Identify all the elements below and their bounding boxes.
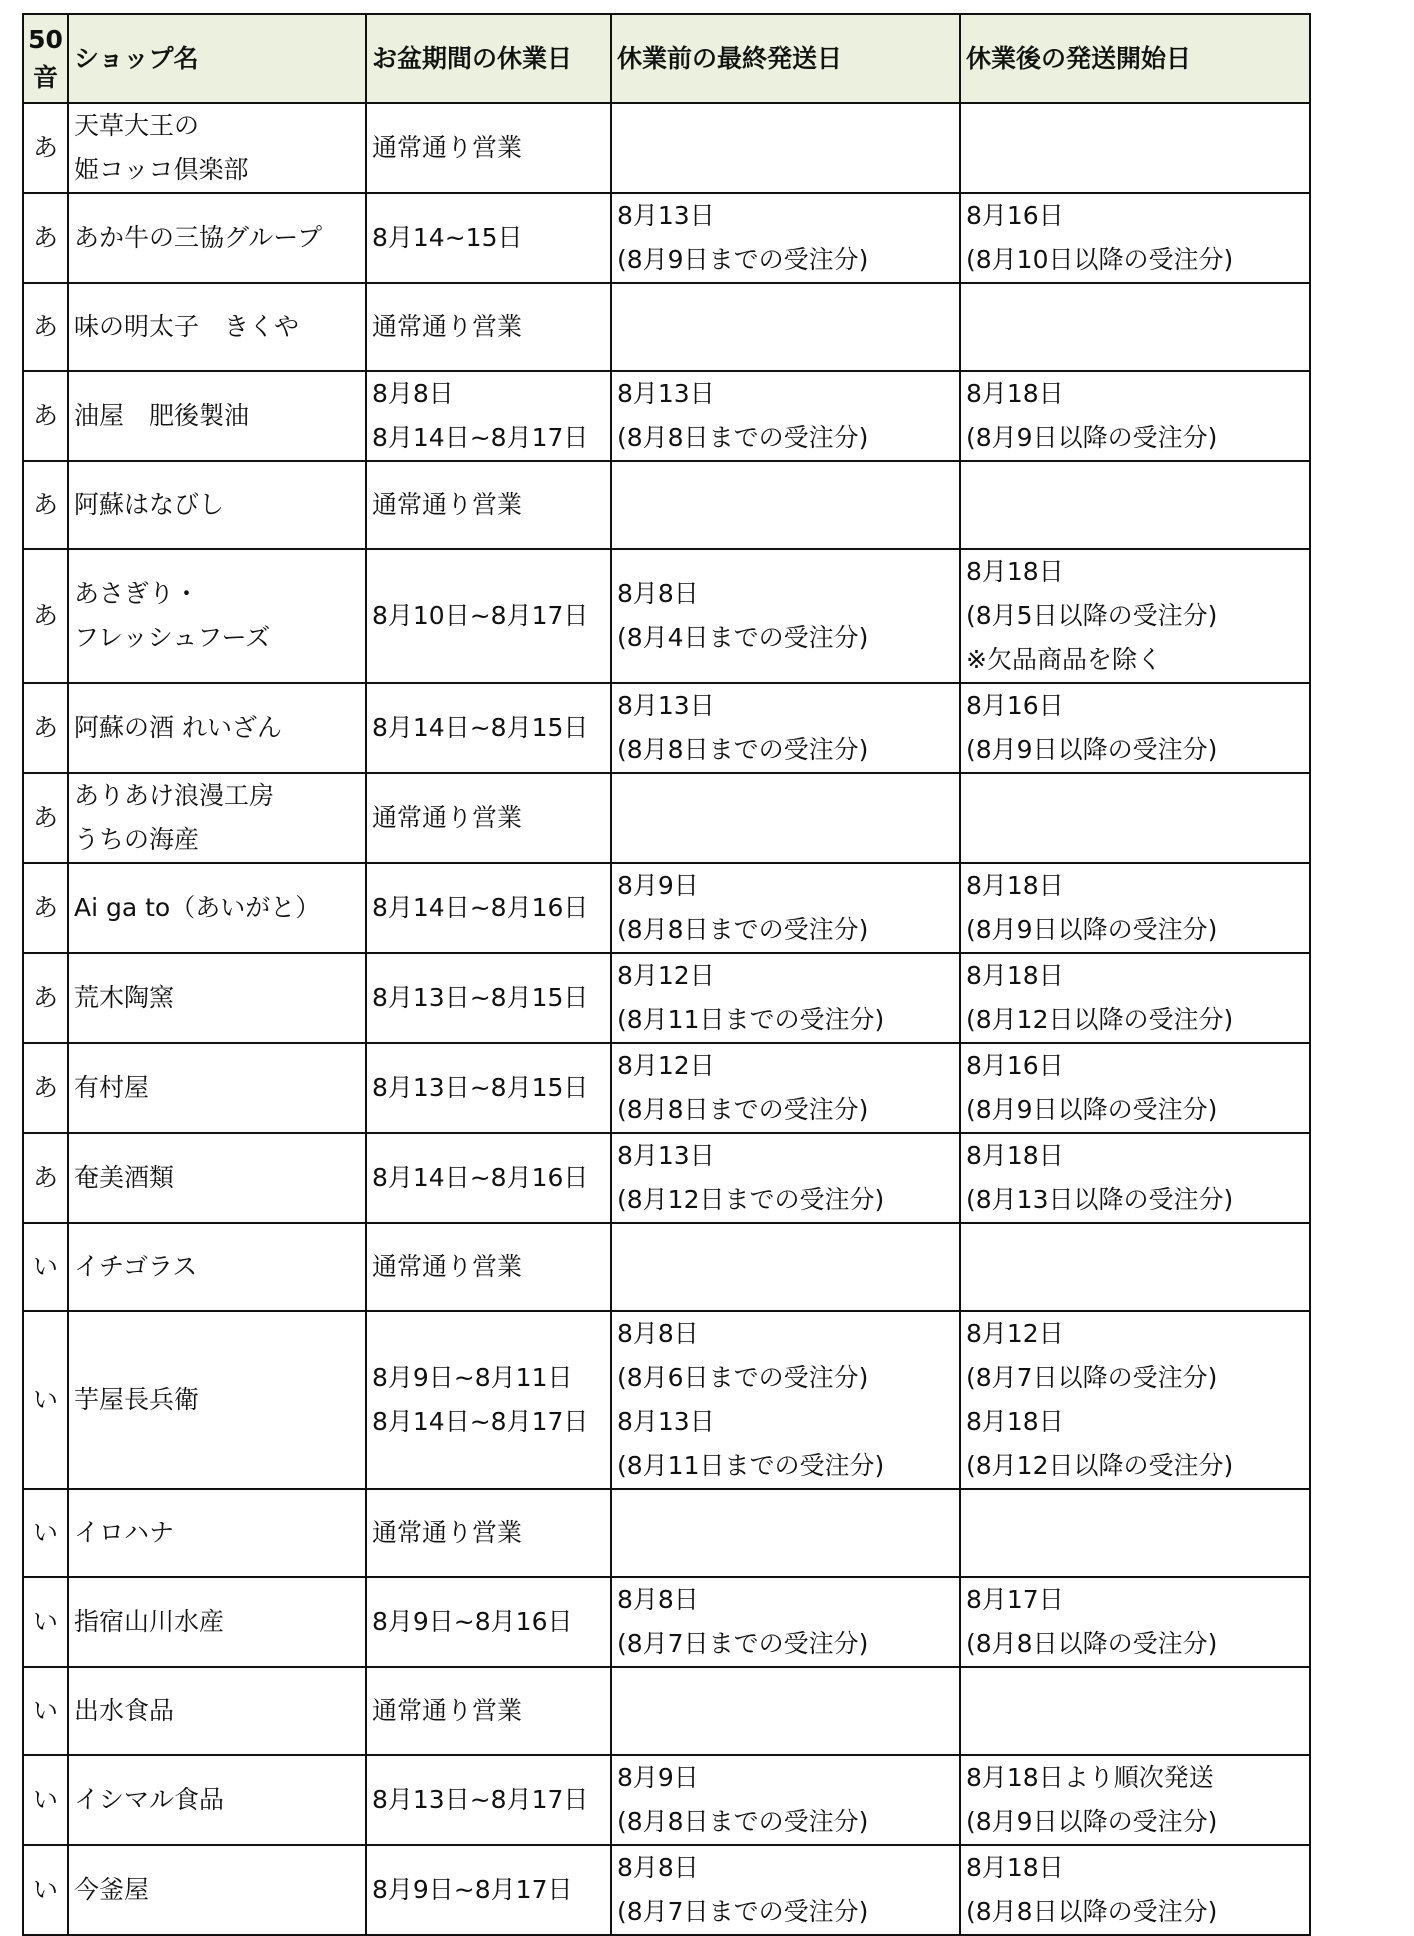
resume-cell xyxy=(960,103,1310,193)
last-ship-line: 8月8日 xyxy=(617,1319,699,1348)
table-row xyxy=(23,773,1310,863)
table-row xyxy=(23,1845,1310,1935)
shop-name-line: 今釜屋 xyxy=(74,1875,150,1904)
shop-name-line: 姫コッコ倶楽部 xyxy=(74,155,249,184)
header-kana-line: 音 xyxy=(32,62,58,92)
shop-name-line: 荒木陶窯 xyxy=(74,983,175,1012)
shop-name-cell xyxy=(68,1577,366,1667)
last-ship-line: (8月9日までの受注分) xyxy=(617,245,869,274)
table-row xyxy=(23,1133,1310,1223)
table-row xyxy=(23,863,1310,953)
kana-cell: あ xyxy=(23,953,68,1043)
resume-cell xyxy=(960,683,1310,773)
last-ship-line: 8月8日 xyxy=(617,1853,699,1882)
resume-line: 8月12日 xyxy=(966,1319,1064,1348)
resume-line: (8月9日以降の受注分) xyxy=(966,915,1218,944)
kana-cell: あ xyxy=(23,549,68,683)
shop-name-line: 油屋 肥後製油 xyxy=(74,401,250,430)
resume-line: (8月13日以降の受注分) xyxy=(966,1185,1234,1214)
last-ship-line: 8月13日 xyxy=(617,201,715,230)
last-ship-cell xyxy=(611,1489,960,1577)
resume-cell xyxy=(960,953,1310,1043)
last-ship-cell xyxy=(611,1755,960,1845)
holiday-line: 通常通り営業 xyxy=(372,312,523,341)
holiday-line: 8月14~15日 xyxy=(372,223,523,252)
shop-name-cell xyxy=(68,283,366,371)
shop-name-line: Ai ga to（あいがと） xyxy=(74,893,321,922)
holiday-line: 通常通り営業 xyxy=(372,1696,523,1725)
holiday-line: 8月9日~8月16日 xyxy=(372,1607,573,1636)
holiday-line: 8月13日~8月15日 xyxy=(372,983,589,1012)
kana-cell: あ xyxy=(23,863,68,953)
last-ship-line: (8月4日までの受注分) xyxy=(617,623,869,652)
resume-cell xyxy=(960,549,1310,683)
holiday-line: 8月14日~8月16日 xyxy=(372,1163,589,1192)
resume-line: 8月18日 xyxy=(966,379,1064,408)
resume-line: 8月18日 xyxy=(966,871,1064,900)
last-ship-line: (8月7日までの受注分) xyxy=(617,1897,869,1926)
last-ship-cell xyxy=(611,193,960,283)
table-row xyxy=(23,371,1310,461)
kana-cell: あ xyxy=(23,773,68,863)
shop-name-cell xyxy=(68,371,366,461)
resume-cell xyxy=(960,1311,1310,1489)
last-ship-line: 8月13日 xyxy=(617,691,715,720)
resume-line: 8月16日 xyxy=(966,691,1064,720)
table-row xyxy=(23,1755,1310,1845)
last-ship-cell xyxy=(611,103,960,193)
holiday-line: 通常通り営業 xyxy=(372,803,523,832)
holiday-schedule-table xyxy=(22,13,1311,1936)
resume-line: 8月17日 xyxy=(966,1585,1064,1614)
holiday-cell xyxy=(366,1755,611,1845)
table-row xyxy=(23,1489,1310,1577)
resume-line: 8月18日 xyxy=(966,961,1064,990)
holiday-cell xyxy=(366,1489,611,1577)
resume-line: (8月8日以降の受注分) xyxy=(966,1629,1218,1658)
resume-line: 8月18日より順次発送 xyxy=(966,1763,1214,1792)
shop-name-line: 出水食品 xyxy=(74,1696,175,1725)
resume-line: (8月5日以降の受注分) xyxy=(966,601,1218,630)
resume-line: (8月8日以降の受注分) xyxy=(966,1897,1218,1926)
shop-name-cell xyxy=(68,863,366,953)
shop-name-cell xyxy=(68,461,366,549)
holiday-line: 通常通り営業 xyxy=(372,133,523,162)
last-ship-line: (8月12日までの受注分) xyxy=(617,1185,885,1214)
kana-cell: い xyxy=(23,1755,68,1845)
resume-line: (8月7日以降の受注分) xyxy=(966,1363,1218,1392)
shop-name-line: イシマル食品 xyxy=(74,1785,225,1814)
last-ship-cell xyxy=(611,1311,960,1489)
last-ship-line: 8月13日 xyxy=(617,1407,715,1436)
last-ship-line: (8月8日までの受注分) xyxy=(617,423,869,452)
resume-cell xyxy=(960,863,1310,953)
resume-cell xyxy=(960,1133,1310,1223)
holiday-line: 8月9日~8月11日 xyxy=(372,1363,573,1392)
last-ship-cell xyxy=(611,683,960,773)
header-holiday: お盆期間の休業日 xyxy=(366,14,611,103)
kana-cell: い xyxy=(23,1489,68,1577)
table-row xyxy=(23,193,1310,283)
shop-name-cell xyxy=(68,1845,366,1935)
last-ship-cell xyxy=(611,953,960,1043)
shop-name-line: あさぎり・ xyxy=(74,579,200,608)
holiday-line: 8月9日~8月17日 xyxy=(372,1875,573,1904)
holiday-line: 8月14日~8月17日 xyxy=(372,423,589,452)
shop-name-line: 奄美酒類 xyxy=(74,1163,175,1192)
holiday-cell xyxy=(366,461,611,549)
last-ship-line: (8月6日までの受注分) xyxy=(617,1363,869,1392)
shop-name-cell xyxy=(68,1755,366,1845)
last-ship-cell xyxy=(611,773,960,863)
last-ship-cell xyxy=(611,1577,960,1667)
holiday-cell xyxy=(366,549,611,683)
table-row xyxy=(23,1043,1310,1133)
shop-name-line: うちの海産 xyxy=(74,825,200,854)
shop-name-line: 阿蘇はなびし xyxy=(74,490,225,519)
holiday-cell xyxy=(366,1133,611,1223)
last-ship-line: 8月8日 xyxy=(617,1585,699,1614)
resume-line: 8月18日 xyxy=(966,1853,1064,1882)
kana-cell: あ xyxy=(23,283,68,371)
resume-cell xyxy=(960,283,1310,371)
shop-name-line: ありあけ浪漫工房 xyxy=(74,781,275,810)
table-row xyxy=(23,461,1310,549)
resume-line: (8月9日以降の受注分) xyxy=(966,1807,1218,1836)
last-ship-cell xyxy=(611,1043,960,1133)
resume-line: 8月18日 xyxy=(966,1141,1064,1170)
resume-cell xyxy=(960,1755,1310,1845)
kana-cell: あ xyxy=(23,193,68,283)
resume-cell xyxy=(960,371,1310,461)
table-row xyxy=(23,283,1310,371)
last-ship-line: (8月7日までの受注分) xyxy=(617,1629,869,1658)
holiday-line: 8月8日 xyxy=(372,379,454,408)
shop-name-line: 味の明太子 きくや xyxy=(74,312,300,341)
last-ship-line: (8月11日までの受注分) xyxy=(617,1005,885,1034)
resume-line: (8月9日以降の受注分) xyxy=(966,423,1218,452)
last-ship-cell xyxy=(611,1667,960,1755)
kana-cell: あ xyxy=(23,1043,68,1133)
holiday-cell xyxy=(366,1223,611,1311)
shop-name-line: 指宿山川水産 xyxy=(74,1607,225,1636)
last-ship-line: 8月8日 xyxy=(617,579,699,608)
shop-name-cell xyxy=(68,683,366,773)
shop-name-cell xyxy=(68,1133,366,1223)
holiday-cell xyxy=(366,1845,611,1935)
resume-cell xyxy=(960,193,1310,283)
kana-cell: い xyxy=(23,1311,68,1489)
holiday-line: 通常通り営業 xyxy=(372,490,523,519)
holiday-cell xyxy=(366,773,611,863)
header-shop-name: ショップ名 xyxy=(68,14,366,103)
resume-cell xyxy=(960,1223,1310,1311)
holiday-line: 8月14日~8月15日 xyxy=(372,713,589,742)
last-ship-cell xyxy=(611,371,960,461)
table-row xyxy=(23,1311,1310,1489)
last-ship-line: 8月13日 xyxy=(617,379,715,408)
kana-cell: あ xyxy=(23,683,68,773)
shop-name-cell xyxy=(68,1043,366,1133)
resume-line: 8月16日 xyxy=(966,1051,1064,1080)
last-ship-cell xyxy=(611,283,960,371)
shop-name-cell xyxy=(68,549,366,683)
shop-name-cell xyxy=(68,1489,366,1577)
holiday-cell xyxy=(366,1311,611,1489)
kana-cell: あ xyxy=(23,1133,68,1223)
holiday-line: 8月14日~8月17日 xyxy=(372,1407,589,1436)
holiday-cell xyxy=(366,953,611,1043)
resume-line: (8月9日以降の受注分) xyxy=(966,735,1218,764)
last-ship-line: 8月9日 xyxy=(617,1763,699,1792)
resume-cell xyxy=(960,1845,1310,1935)
last-ship-cell xyxy=(611,1845,960,1935)
kana-cell: い xyxy=(23,1577,68,1667)
shop-name-cell xyxy=(68,1223,366,1311)
shop-name-cell xyxy=(68,953,366,1043)
shop-name-line: 芋屋長兵衛 xyxy=(74,1385,200,1414)
header-resume: 休業後の発送開始日 xyxy=(960,14,1310,103)
holiday-line: 8月13日~8月17日 xyxy=(372,1785,589,1814)
shop-name-line: イチゴラス xyxy=(74,1252,198,1281)
last-ship-line: 8月9日 xyxy=(617,871,699,900)
last-ship-cell xyxy=(611,461,960,549)
table-row xyxy=(23,683,1310,773)
shop-name-cell xyxy=(68,1311,366,1489)
last-ship-cell xyxy=(611,863,960,953)
last-ship-line: (8月8日までの受注分) xyxy=(617,915,869,944)
resume-cell xyxy=(960,1577,1310,1667)
resume-cell xyxy=(960,773,1310,863)
holiday-line: 8月13日~8月15日 xyxy=(372,1073,589,1102)
shop-name-line: あか牛の三協グループ xyxy=(74,223,323,252)
resume-line: (8月9日以降の受注分) xyxy=(966,1095,1218,1124)
shop-name-cell xyxy=(68,193,366,283)
resume-cell xyxy=(960,1667,1310,1755)
header-last-ship: 休業前の最終発送日 xyxy=(611,14,960,103)
table-row xyxy=(23,1577,1310,1667)
holiday-cell xyxy=(366,283,611,371)
holiday-cell xyxy=(366,863,611,953)
kana-cell: あ xyxy=(23,371,68,461)
shop-name-line: イロハナ xyxy=(74,1518,175,1547)
header-kana-line: 50 xyxy=(28,24,63,54)
table-row xyxy=(23,1667,1310,1755)
holiday-line: 通常通り営業 xyxy=(372,1518,523,1547)
last-ship-line: (8月8日までの受注分) xyxy=(617,735,869,764)
holiday-cell xyxy=(366,103,611,193)
last-ship-line: (8月11日までの受注分) xyxy=(617,1451,885,1480)
kana-cell: あ xyxy=(23,461,68,549)
resume-line: (8月12日以降の受注分) xyxy=(966,1005,1234,1034)
holiday-line: 通常通り営業 xyxy=(372,1252,523,1281)
table-row xyxy=(23,549,1310,683)
holiday-cell xyxy=(366,1043,611,1133)
kana-cell: い xyxy=(23,1845,68,1935)
holiday-line: 8月14日~8月16日 xyxy=(372,893,589,922)
shop-name-line: 阿蘇の酒 れいざん xyxy=(74,713,282,742)
last-ship-line: 8月12日 xyxy=(617,961,715,990)
resume-line: 8月18日 xyxy=(966,1407,1064,1436)
resume-line: 8月18日 xyxy=(966,557,1064,586)
holiday-cell xyxy=(366,1667,611,1755)
table-row xyxy=(23,1223,1310,1311)
last-ship-line: 8月12日 xyxy=(617,1051,715,1080)
kana-cell: い xyxy=(23,1667,68,1755)
resume-line: ※欠品商品を除く xyxy=(966,645,1162,674)
holiday-cell xyxy=(366,371,611,461)
shop-name-cell xyxy=(68,103,366,193)
holiday-cell xyxy=(366,1577,611,1667)
resume-line: (8月10日以降の受注分) xyxy=(966,245,1234,274)
resume-cell xyxy=(960,1489,1310,1577)
last-ship-line: (8月8日までの受注分) xyxy=(617,1807,869,1836)
last-ship-cell xyxy=(611,1223,960,1311)
last-ship-line: 8月13日 xyxy=(617,1141,715,1170)
holiday-cell xyxy=(366,193,611,283)
table-row xyxy=(23,103,1310,193)
shop-name-line: フレッシュフーズ xyxy=(74,623,271,652)
resume-line: 8月16日 xyxy=(966,201,1064,230)
kana-cell: い xyxy=(23,1223,68,1311)
shop-name-cell xyxy=(68,1667,366,1755)
holiday-line: 8月10日~8月17日 xyxy=(372,601,589,630)
header-row xyxy=(23,14,1310,103)
last-ship-line: (8月8日までの受注分) xyxy=(617,1095,869,1124)
table-row xyxy=(23,953,1310,1043)
holiday-cell xyxy=(366,683,611,773)
resume-line: (8月12日以降の受注分) xyxy=(966,1451,1234,1480)
kana-cell: あ xyxy=(23,103,68,193)
shop-name-cell xyxy=(68,773,366,863)
shop-name-line: 天草大王の xyxy=(74,111,200,140)
resume-cell xyxy=(960,1043,1310,1133)
last-ship-cell xyxy=(611,549,960,683)
shop-name-line: 有村屋 xyxy=(74,1073,150,1102)
resume-cell xyxy=(960,461,1310,549)
header-kana xyxy=(23,14,68,103)
last-ship-cell xyxy=(611,1133,960,1223)
